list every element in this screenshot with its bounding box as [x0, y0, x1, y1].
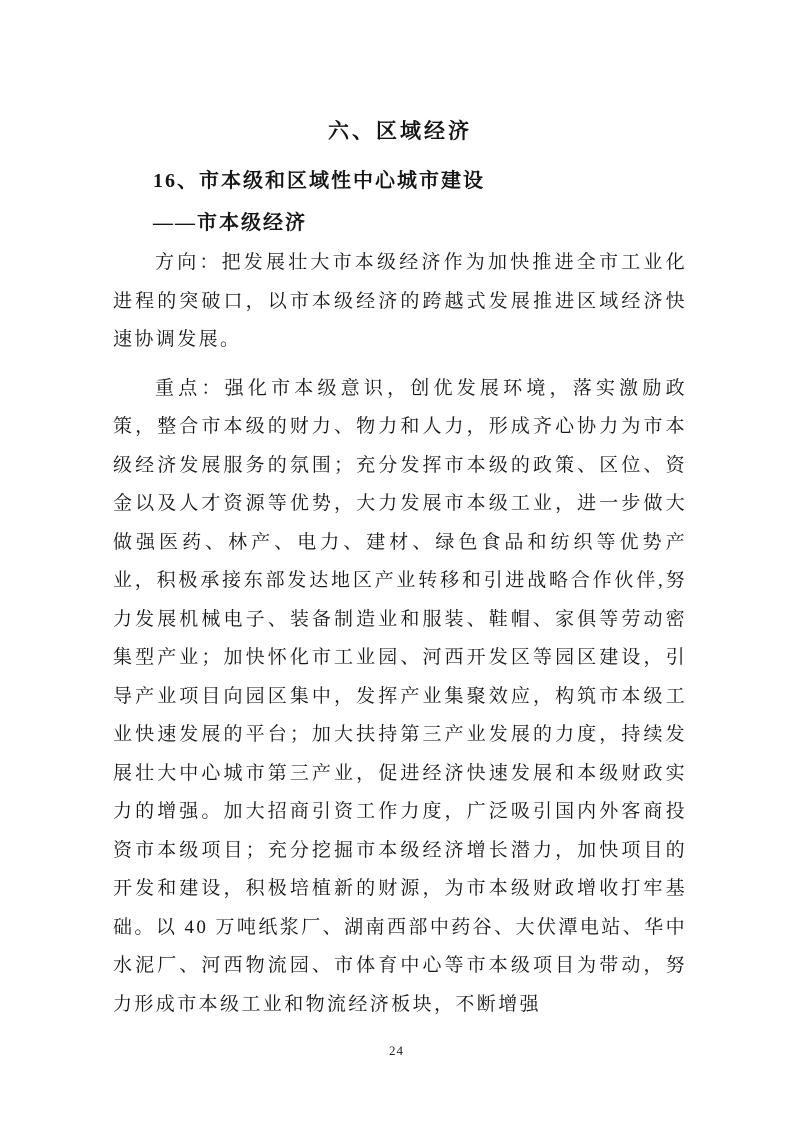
sub-heading: ——市本级经济: [153, 212, 307, 234]
section-heading: 16、市本级和区域性中心城市建设: [153, 170, 485, 192]
chapter-title: 六、区域经济: [328, 119, 472, 143]
page-number: 24: [389, 1043, 404, 1058]
paragraph-key-points: 重点：强化市本级意识，创优发展环境，落实激励政策，整合市本级的财力、物力和人力，形成齐心协力为市本级经济发展服务的氛围；充分发挥市本级的政策、区位、资金以及人才资源等优势，大力发展市本级工业，进一步做大做强医药、林产、电力、建材、绿色食品和纺织等优势产业，积极承接东部发达地区产业转移和引进战略合作伙伴,努力发展机械电子、装备制造业和服装、鞋帽、家俱等劳动密集型产业；加快怀化市工业园、河西开发区等园区建设，引导产业项目向园区集中，发挥产业集聚效应，构筑市本级工业快速发展的平台；加大扶持第三产业发展的力度，持续发展壮大中心城市第三产业，促进经济快速发展和本级财政实力的增强。加大招商引资工作力度，广泛吸引国内外客商投资市本级项目；充分挖掘市本级经济增长潜力，加快项目的开发和建设，积极培植新的财源，为市本级财政增收打牢基础。以 40 万吨纸浆厂、湖南西部中药谷、大伏潭电站、华中水泥厂、河西物流园、市体育中心等市本级项目为带动，努力形成市本级工业和物流经济板块，不断增强: [113, 377, 687, 1015]
page-content: [113, 114, 687, 1024]
paragraph-direction: 方向：把发展壮大市本级经济作为加快推进全市工业化进程的突破口，以市本级经济的跨越式发展推进区域经济快速协调发展。: [113, 252, 687, 350]
